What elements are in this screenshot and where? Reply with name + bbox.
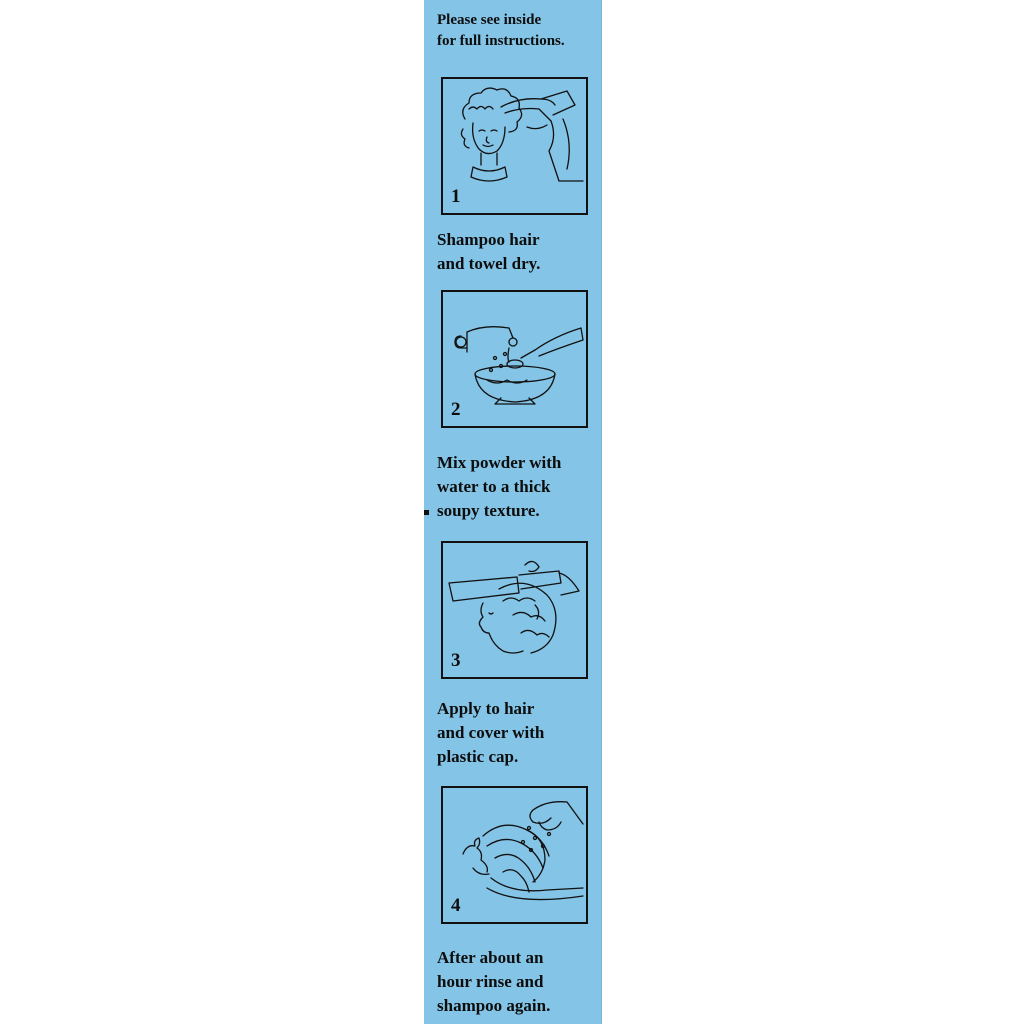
- step-3-caption: [437, 697, 544, 769]
- step-2-number: 2: [451, 399, 461, 420]
- step-1-caption-line-1: Shampoo hair: [437, 230, 540, 249]
- intro-line-2: for full instructions.: [437, 33, 565, 49]
- step-3-caption-line-3: plastic cap.: [437, 747, 519, 766]
- intro-line-1: Please see inside: [437, 12, 542, 28]
- step-1-caption: [437, 228, 540, 276]
- edge-mark: [424, 510, 429, 515]
- step-2-caption-line-1: Mix powder with: [437, 453, 562, 472]
- step-1-panel: [441, 77, 588, 215]
- shampoo-towel-illustration: [443, 79, 586, 213]
- rinse-hair-illustration: [443, 788, 586, 922]
- step-4-number: 4: [451, 895, 461, 916]
- apply-cap-illustration: [443, 543, 586, 677]
- step-3-number: 3: [451, 650, 461, 671]
- step-3-panel: [441, 541, 588, 679]
- step-4-caption: [437, 946, 550, 1018]
- step-4-caption-line-1: After about an: [437, 948, 544, 967]
- step-4-caption-line-3: shampoo again.: [437, 996, 551, 1015]
- step-4-caption-line-2: hour rinse and: [437, 972, 544, 991]
- step-2-panel: [441, 290, 588, 428]
- step-1-caption-line-2: and towel dry.: [437, 254, 541, 273]
- step-1-number: 1: [451, 186, 461, 207]
- step-3-caption-line-1: Apply to hair: [437, 699, 535, 718]
- step-2-caption-line-2: water to a thick: [437, 477, 551, 496]
- intro-note: [437, 10, 565, 52]
- step-2-caption: [437, 451, 561, 523]
- step-4-panel: [441, 786, 588, 924]
- step-2-caption-line-3: soupy texture.: [437, 501, 540, 520]
- step-3-caption-line-2: and cover with: [437, 723, 545, 742]
- mix-powder-bowl-illustration: [443, 292, 586, 426]
